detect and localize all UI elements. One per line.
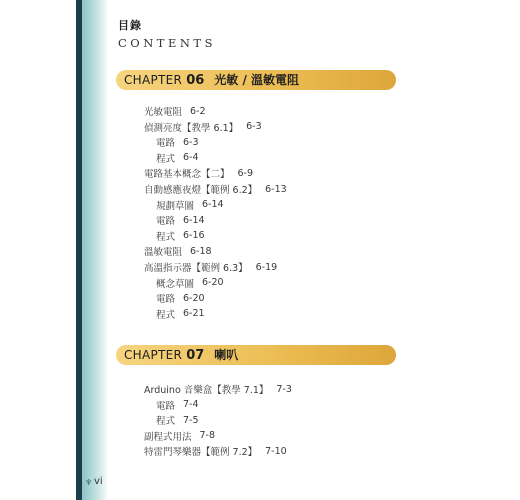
toc-entry-title: 電路 [156, 400, 176, 412]
toc-entry-title: 電路基本概念【二】 [144, 169, 230, 181]
toc-entry-page: 6-21 [183, 308, 205, 320]
toc-entry-title: 程式 [156, 416, 176, 428]
toc-entry-page: 6-14 [183, 214, 205, 226]
toc-entry-title: 程式 [156, 231, 176, 243]
toc-entry-page: 6-2 [190, 105, 206, 117]
toc-entry-title: 電路 [156, 294, 176, 306]
toc-entry-title: 特雷門琴樂器【範例 7.2】 [144, 447, 258, 459]
toc-entry-page: 7-4 [183, 399, 199, 411]
toc-entry-title: 光敏電阻 [144, 107, 183, 118]
footer-ornament: ♆ [85, 478, 93, 487]
toc-entry-page: 6-3 [246, 121, 262, 133]
toc-entry-title: 概念草圖 [156, 278, 195, 290]
toc-entry-title: 程式 [156, 153, 176, 165]
toc-entry-title: 副程式用法 [144, 431, 192, 443]
toc-entry-page: 7-3 [276, 383, 292, 395]
chapter-label: CHAPTER [124, 348, 183, 362]
chapter-banner-07[interactable] [116, 345, 396, 365]
toc-entry-page: 7-8 [199, 430, 216, 442]
footer-page-number: vi [94, 476, 103, 487]
toc-entry-page: 6-20 [183, 292, 205, 304]
toc-entry-page: 7-10 [265, 445, 287, 457]
toc-entry-page: 6-14 [202, 199, 224, 211]
toc-entry-title: 偵測亮度【教學 6.1】 [144, 122, 239, 134]
page-edge-teal-band [82, 0, 108, 500]
toc-entry-title: 高溫指示器【範例 6.3】 [144, 263, 248, 274]
chapter-title: 光敏 / 溫敏電阻 [214, 73, 300, 87]
toc-entry-page: 6-20 [202, 277, 224, 289]
toc-entry-page: 6-16 [183, 230, 205, 242]
toc-entry-title: 電路 [156, 216, 176, 228]
toc-entry-title: 自動感應夜燈【範例 6.2】 [144, 185, 258, 196]
toc-entry-page: 7-5 [183, 414, 199, 426]
toc-entry-page: 6-3 [183, 136, 199, 148]
chapter-title: 喇叭 [214, 348, 239, 362]
toc-subheading: CONTENTS [118, 36, 216, 50]
toc-entry-title: 電路 [156, 138, 176, 150]
toc-entry-page: 6-13 [265, 183, 287, 195]
chapter-number: 06 [186, 73, 205, 88]
chapter-number: 07 [186, 348, 205, 363]
chapter-label: CHAPTER [124, 73, 183, 87]
toc-entry-page: 6-9 [237, 167, 254, 179]
toc-heading: 目錄 [118, 19, 142, 32]
toc-entry-title: 溫敏電阻 [144, 247, 183, 259]
chapter-banner-06[interactable] [116, 70, 396, 90]
toc-entry-title: 程式 [156, 309, 176, 321]
toc-entry-page: 6-4 [183, 152, 199, 164]
toc-entry-title: Arduino 音樂盒【教學 7.1】 [144, 385, 269, 396]
toc-entry-page: 6-19 [255, 261, 278, 273]
toc-entry-title: 規劃草圖 [156, 200, 195, 212]
toc-entry-page: 6-18 [190, 245, 212, 257]
